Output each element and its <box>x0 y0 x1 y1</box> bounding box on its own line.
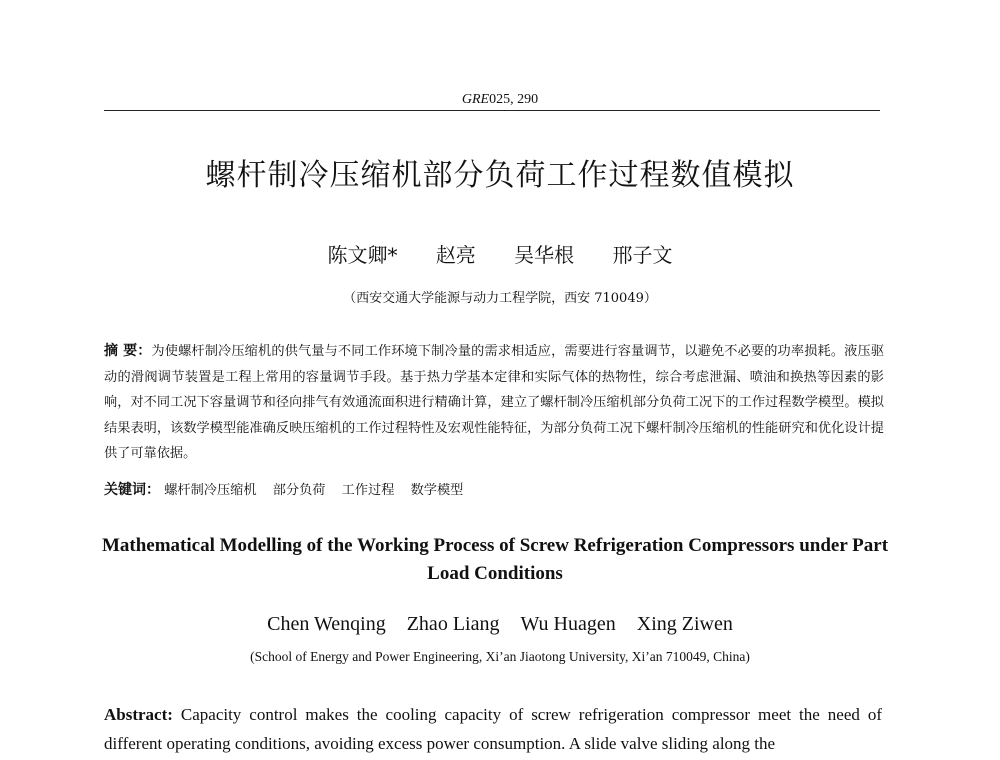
header-code: GRE <box>461 92 490 107</box>
header-rule <box>104 110 880 111</box>
header-number: 025, 290 <box>489 92 539 107</box>
keyword-cn: 数学模型 <box>410 483 464 498</box>
keywords-cn <box>104 479 884 502</box>
abstract-cn-label: 摘 要： <box>104 343 152 359</box>
abstract-cn <box>104 339 884 467</box>
running-header <box>0 92 1000 108</box>
abstract-en-label: Abstract: <box>104 705 173 724</box>
abstract-en-text: Capacity control makes the cooling capacity of screw refrigeration compressor meet the need of different operating conditions, avoiding excess power consumption. A slide valve sliding along the <box>104 705 882 753</box>
affiliation-cn: （西安交通大学能源与动力工程学院，西安 710049） <box>343 291 657 306</box>
affiliation-en: (School of Energy and Power Engineering, Xi’an Jiaotong University, Xi’an 710049, China) <box>250 649 750 664</box>
author-cn: 陈文卿* <box>327 243 398 267</box>
abstract-en <box>104 700 882 758</box>
title-cn: 螺杆制冷压缩机部分负荷工作过程数值模拟 <box>205 158 795 193</box>
keyword-cn: 螺杆制冷压缩机 <box>164 483 257 498</box>
title-en: Mathematical Modelling of the Working Process of Screw Refrigeration Compressors under Part Load Conditions <box>101 535 889 584</box>
author-cn: 邢子文 <box>612 243 673 267</box>
keywords-cn-label: 关键词： <box>104 482 160 498</box>
authors-cn <box>0 239 1000 268</box>
authors-en <box>0 613 1000 636</box>
author-cn: 赵亮 <box>435 243 476 267</box>
abstract-cn-text: 为使螺杆制冷压缩机的供气量与不同工作环境下制冷量的需求相适应，需要进行容量调节，以避免不必要的功率损耗。液压驱动的滑阀调节装置是工程上常用的容量调节手段。基于热力学基本定律和实际气体的热物性，综合考虑泄漏、喷油和换热等因素的影响，对不同工况下容量调节和径向排气有效通流面积进行精确计算，建立了螺杆制冷压缩机部分负荷工况下的工作过程数学模型。模拟结果表明，该数学模型能准确反映压缩机的工作过程特性及宏观性能特征，为部分负荷工况下螺杆制冷压缩机的性能研究和优化设计提供了可靠依据。 <box>104 344 885 461</box>
author-cn: 吴华根 <box>514 243 575 267</box>
author-en: Wu Huagen <box>520 613 616 635</box>
keyword-cn: 部分负荷 <box>272 483 326 498</box>
keyword-cn: 工作过程 <box>341 483 395 498</box>
author-en: Chen Wenqing <box>267 613 386 635</box>
author-en: Zhao Liang <box>406 613 500 635</box>
author-en: Xing Ziwen <box>636 613 733 635</box>
